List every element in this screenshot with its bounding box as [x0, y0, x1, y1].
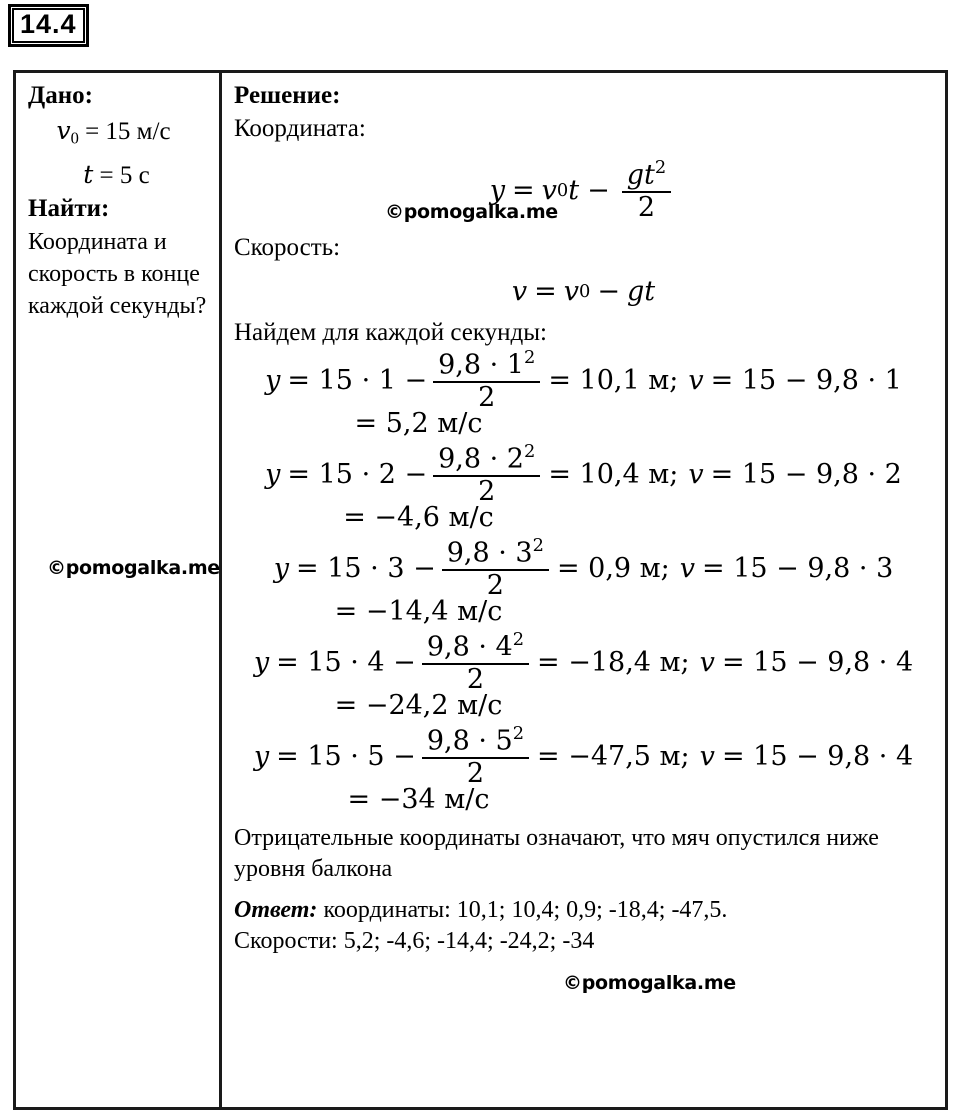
calc-y-result: = −47,5 м;	[537, 741, 690, 773]
answer-line-velocities: Скорости: 5,2; -4,6; -14,4; -24,2; -34	[234, 928, 595, 955]
watermark-coordinate: ©pomogalka.me	[385, 201, 558, 223]
calculation-main-row	[234, 443, 933, 506]
coordinate-fraction-numerator	[622, 159, 671, 191]
calc-fraction-exponent: 2	[524, 441, 536, 463]
calc-fraction	[422, 725, 529, 788]
calculation-block	[234, 631, 933, 721]
calc-y-result: = 10,1 м;	[548, 365, 679, 397]
calc-fraction-denominator: 2	[466, 757, 485, 789]
given-t-symbol: t	[83, 159, 94, 189]
given-cell	[16, 73, 222, 1107]
calculation-main-row	[234, 631, 933, 694]
velocity-formula-v: v	[563, 276, 580, 308]
calc-fraction-denominator: 2	[478, 475, 496, 507]
calc-fraction-denominator: 2	[478, 381, 496, 413]
calc-y-expression: = 15 · 4 −	[276, 647, 416, 679]
calc-v-symbol: v	[688, 365, 704, 397]
answer-coordinates: координаты: 10,1; 10,4; 0,9; -18,4; -47,5.	[317, 897, 728, 924]
calc-v-expression: = 15 − 9,8 · 4	[721, 741, 914, 773]
calc-v-expression: = 15 − 9,8 · 3	[702, 553, 894, 585]
coordinate-formula-lhs: y	[489, 175, 506, 206]
calc-fraction-exponent: 2	[524, 347, 536, 369]
calc-v-symbol: v	[688, 459, 704, 491]
note-text: Отрицательные координаты означают, что мяч опустился ниже уровня балкона	[234, 825, 879, 883]
given-heading: Дано:	[28, 82, 93, 109]
calc-fraction-denominator: 2	[486, 569, 504, 601]
calculations-list	[234, 349, 933, 815]
coordinate-label: Координата:	[234, 115, 366, 142]
given-v0-symbol: v	[56, 116, 71, 145]
calc-y-result: = 10,4 м;	[548, 459, 679, 491]
calc-fraction-numerator: $9,8 \cdot 1^2$	[438, 347, 536, 381]
coordinate-formula	[234, 159, 933, 222]
calc-fraction	[433, 443, 540, 506]
watermark-given: ©pomogalka.me	[47, 557, 220, 579]
calc-v-expression: = 15 − 9,8 · 4	[721, 647, 914, 679]
calc-y-expression: = 15 · 5 −	[276, 741, 416, 773]
calc-fraction	[433, 349, 540, 412]
coordinate-fraction-denominator: 2	[637, 191, 656, 223]
calc-v-expression: = 15 − 9,8 · 2	[710, 459, 902, 491]
coordinate-formula-fraction	[622, 159, 671, 222]
calc-y-result: = 0,9 м;	[556, 553, 670, 585]
calc-v-expression: = 15 − 9,8 · 1	[710, 365, 902, 397]
per-second-label: Найдем для каждой секунды:	[234, 319, 547, 347]
calculation-velocity-result: = −34 м/с	[347, 784, 490, 816]
calc-y-symbol: y	[273, 553, 290, 585]
calc-fraction-exponent: 2	[532, 535, 544, 557]
calculation-block	[234, 443, 933, 533]
calculation-velocity-result: = 5,2 м/с	[354, 408, 483, 440]
calc-v-symbol: v	[699, 647, 715, 679]
velocity-formula-lhs: v	[511, 276, 528, 308]
calc-y-expression: = 15 · 1 −	[287, 365, 428, 397]
velocity-formula-equals: =	[534, 276, 557, 308]
given-line-t	[28, 157, 209, 194]
exercise-number-badge	[8, 4, 89, 47]
calc-fraction-numerator: $9,8 \cdot 2^2$	[438, 441, 536, 475]
calc-y-expression: = 15 · 2 −	[287, 459, 428, 491]
calculation-main-row	[234, 725, 933, 788]
calc-fraction-numerator: $9,8 \cdot 5^2$	[426, 723, 525, 757]
coordinate-fraction-numerator-text: gt	[626, 159, 655, 191]
calculation-block	[234, 349, 933, 439]
coordinate-formula-v-sub: 0	[556, 180, 569, 201]
coordinate-formula-t: t	[568, 175, 580, 206]
calculation-velocity-result: = −4,6 м/с	[343, 502, 494, 534]
calc-y-expression: = 15 · 3 −	[296, 553, 436, 585]
answer-label: Ответ:	[234, 897, 318, 924]
calculation-velocity-result: = −14,4 м/с	[334, 596, 503, 628]
calc-y-symbol: y	[265, 365, 281, 397]
calculation-block	[234, 725, 933, 815]
calculation-main-row	[234, 349, 933, 412]
calc-fraction-exponent: 2	[512, 629, 525, 651]
exercise-number-label: 14.4	[12, 8, 85, 43]
calc-v-symbol: v	[679, 553, 696, 585]
given-v0-value: = 15 м/с	[85, 118, 171, 145]
velocity-label: Скорость:	[234, 234, 341, 262]
coordinate-formula-equals: =	[512, 175, 535, 206]
find-heading: Найти:	[28, 194, 110, 222]
calc-v-symbol: v	[699, 741, 715, 773]
problem-table	[13, 70, 948, 1110]
calc-fraction	[442, 537, 549, 600]
given-t-value: = 5 с	[99, 161, 150, 189]
calc-y-result: = −18,4 м;	[537, 647, 690, 679]
calculation-block	[234, 537, 933, 627]
answer-line-coordinates	[234, 895, 933, 926]
calculation-main-row	[234, 537, 933, 600]
given-line-v0	[28, 113, 209, 157]
coordinate-fraction-numerator-exponent: 2	[654, 157, 667, 178]
calc-y-symbol: y	[265, 459, 281, 491]
calc-fraction-numerator: $9,8 \cdot 3^2$	[446, 535, 544, 569]
given-v0-subscript: 0	[70, 128, 79, 148]
solution-heading: Решение:	[234, 82, 341, 109]
calc-y-symbol: y	[253, 647, 270, 679]
watermark-calculation: ©pomogalka.me	[563, 972, 736, 994]
velocity-formula-minus: −	[597, 276, 620, 308]
calc-fraction-numerator: $9,8 \cdot 4^2$	[426, 629, 525, 663]
velocity-formula	[234, 276, 933, 307]
solution-cell	[222, 73, 945, 1107]
velocity-formula-v-sub: 0	[579, 281, 591, 303]
velocity-formula-rhs: gt	[626, 276, 656, 308]
calc-fraction	[422, 631, 529, 694]
coordinate-formula-v: v	[541, 175, 557, 206]
find-body: Координата и скорость в конце каждой секунды?	[28, 228, 207, 319]
calc-y-symbol: y	[253, 741, 270, 773]
calc-fraction-exponent: 2	[512, 723, 525, 745]
calc-fraction-denominator: 2	[466, 663, 485, 695]
calculation-velocity-result: = −24,2 м/с	[334, 690, 503, 722]
coordinate-formula-minus: −	[587, 175, 610, 206]
